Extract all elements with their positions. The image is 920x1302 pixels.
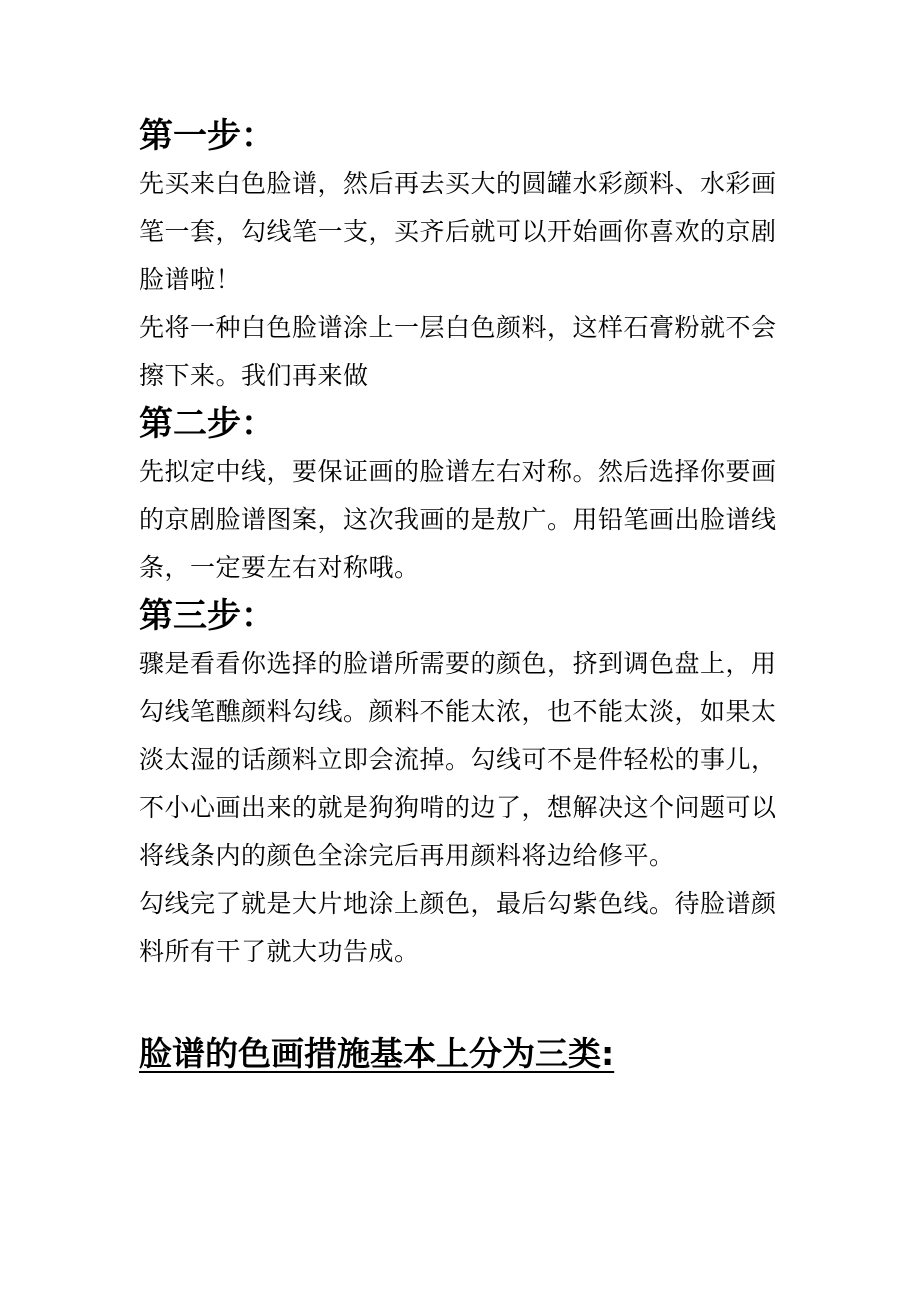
step-1-paragraph-2: 先将一种白色脸谱涂上一层白色颜料，这样石膏粉就不会擦下来。我们再来做 <box>139 313 777 390</box>
step-2-paragraph-1: 先拟定中线，要保证画的脸谱左右对称。然后选择你要画的京剧脸谱图案，这次我画的是敖广。用铅笔画出脸谱线条，一定要左右对称哦。 <box>139 457 777 582</box>
step-1-heading: 第一步： <box>139 116 275 156</box>
step-3-paragraph-2: 勾线完了就是大片地涂上颜色，最后勾紫色线。待脸谱颜料所有干了就大功告成。 <box>139 889 777 966</box>
step-1-paragraph-1: 先买来白色脸谱，然后再去买大的圆罐水彩颜料、水彩画笔一套，勾线笔一支，买齐后就可以开始画你喜欢的京剧脸谱啦！ <box>139 169 777 294</box>
step-3-paragraph-1: 骤是看看你选择的脸谱所需要的颜色，挤到调色盘上，用勾线笔醮颜料勾线。颜料不能太浓，也不能太淡，如果太淡太湿的话颜料立即会流掉。勾线可不是件轻松的事儿，不小心画出来的就是狗狗啃的边了，想解决这个问题可以将线条内的颜色全涂完后再用颜料将边给修平。 <box>139 649 777 870</box>
section-heading: 脸谱的色画措施基本上分为三类: <box>139 1034 615 1073</box>
document-page <box>139 112 789 1078</box>
step-2-heading: 第二步： <box>139 404 275 444</box>
step-3-heading: 第三步： <box>139 596 275 636</box>
section-spacer <box>139 976 789 1030</box>
